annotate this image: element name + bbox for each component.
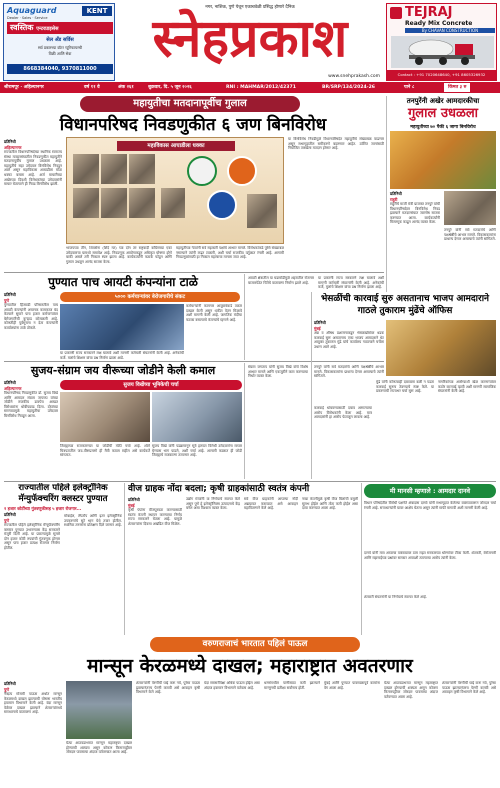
leader-photo-5 [101,188,127,218]
monsoon-col3: शेतकऱ्यांनी पेरणीची घाई करू नये, पुरेसा पाऊस झाल्यानंतरच पेरणी करावी असे आवाहन कृषी विभागाने केले आहे. [136,681,200,695]
main-col2: भाजपच्या तीन, शिवसेना (शिंदे गट) च्या दोन तर राष्ट्रवादी काँग्रेसच्या एका उमेदवाराचा यामध्ये समावेश आहे. निवडणूक आयोगाकडून अधिकृत घोषणा होणे बाकी असले तरी निकाल स्पष्ट झाला आहे. कार्यकर्त्यांनी फटाके फोडून आणि गुलाल उधळून आनंद साजरा केला. [66,246,172,264]
monsoon-dateline: पुणे [4,687,10,692]
leader-photo-6 [129,188,155,218]
right-mid-col: तनपुरे यांनी सर्व मतदारांचे आणि पक्षश्रेष्ठींचे आभार मानले. विकासकामांना प्राधान्य देणार असल्याचे त्यांनी सांगितले. [314,365,384,379]
sujay-col3: सुजय विखे यांनी पडद्यामागून सूत्रे हलवत विरोधी उमेदवारांना माघार घेण्यास भाग पाडले, अशी चर्चा आहे. आगामी काळात ही जोडी जिल्ह्याचे राजकारण ठरवणार आहे. [152,444,242,458]
leader-photo-8 [247,194,277,228]
agri-byline-text: प्रतिनिधी [128,497,140,502]
right-top-headline[interactable]: गुलाल उधळला [407,106,479,121]
agri-headline[interactable]: वीज ग्राहक नोंदा बदला; कृषी ग्राहकांसाठी स्वतंत्र कंपनी [128,484,310,494]
sujay-col2: जिल्ह्याच्या राजकारणात या जोडीची मोठी चर्चा आहे. शोले चित्रपटातील जय-वीरूप्रमाणे ही मैत्री कायम राहील असे कार्यकर्ते सांगतात. [60,444,150,458]
info-price: किंमत ३ रु [444,83,470,92]
pune-col3: या प्रकरणी राज्य सरकारने लक्ष घालावे अशी मागणी कर्मचारी संघटनांनी केली आहे. अनेकांची कर्जे, मुलांचे शिक्षण यांचा प्रश्न निर्माण झाला आहे. [60,351,184,359]
tanpure-photo [444,191,496,225]
agri-col4: नव्या कंपनीमुळे कृषी वीज बिलांची वसुली सुलभ होईल आणि तोटा कमी होईल असा दावा करण्यात आला आहे. [302,497,358,511]
bjp-byline-text: प्रतिनिधी [314,320,326,325]
info-postal: BR/SRP/134/2024-26 [322,85,375,90]
pune-byline-text: प्रतिनिधी [4,292,16,297]
masthead-title: स्नेहप्रकाश [152,9,348,69]
monsoon-col8: शेतकऱ्यांनी पेरणीची घाई करू नये, पुरेसा पाऊस झाल्यानंतरच पेरणी करावी असे आवाहन कृषी विभागाने केले आहे. [442,681,496,695]
ad-left-tagline: Dealer · Sales · Service [7,16,48,20]
bjp-col4: नागरिकांच्या आरोग्याशी खेळ करणाऱ्यांवर कठोर कारवाई व्हावी अशी मागणी सामाजिक संघटनांनी केली आहे. [438,380,496,394]
bjp-dateline: मुंबई [314,326,321,331]
ad-right-tag1: Ready Mix Concrete [405,20,473,27]
party-symbol-clock-icon [207,190,237,220]
monsoon-photo [66,681,132,739]
sangram-photo [152,392,242,442]
cluster-col2: मोबाईल, लॅपटॉप आणि इतर इलेक्ट्रॉनिक उपकरणांचे सुटे भाग येथे तयार होतील. स्थानिक तरुणांना प्रशिक्षण दिले जाणार आहे. [64,514,122,528]
cluster-headline-text: राज्यातील पहिले इलेक्ट्रॉनिक मॅन्युफॅक्चरिंग क्लस्टर पुण्यात [18,483,108,504]
main-dateline: अहिल्यानगर [4,145,22,150]
bjp-col3: मुंढे यांनी कोणत्याही दबावाला बळी न पडता कारवाई सुरूच ठेवण्याचे स्पष्ट केले. या प्रकरणाची राज्यभर चर्चा सुरू आहे. [376,380,434,394]
ad-left[interactable] [3,3,115,81]
cluster-dateline: पुणे [4,518,10,523]
monsoon-kicker: वरुणराजाचं भारतात पहिलं पाऊल [150,637,360,652]
manas-col1: विधान परिषदेतील विरोधी पक्षनेते अंबादास दानवे यांनी सभागृहात केलेल्या वक्तव्यावरून जोरदार चर्चा रंगली आहे. सत्ताधाऱ्यांनी यावर आक्षेप घेतला असून त्यांनी माफी मागावी अशी मागणी केली आहे. [364,501,496,510]
ad-right-contact: Contact : +91 7020648640, +91 8605326932 [387,70,496,80]
right-top-kicker[interactable]: तनपुरेंनी अखेर आमदारकीचा [406,97,480,105]
main-col4: या बिनविरोध निवडीमुळे विधानपरिषदेत महायुतीचे संख्याबळ वाढणार असून सभागृहातील समीकरणे बदलणार आहेत. उर्वरित जागांसाठी नियोजित तारखेला मतदान होणार आहे. [288,137,384,151]
monsoon-col5: धरणांमधील पाणीसाठा कमी झाल्याने मान्सूनची प्रतीक्षा सर्वांनाच होती. [264,681,320,690]
main-byline-text: प्रतिनिधी [4,139,16,144]
party-symbol-torch-icon [227,156,257,186]
right-top-dateline: राहुरी [390,197,398,202]
monsoon-col6: मुंबई आणि पुण्यात पावसाळापूर्व कामांना वेग आला आहे. [324,681,380,690]
ad-right-brand: TEJRAJ [405,5,453,20]
monsoon-col2: येत्या आठवडाभरात मान्सून महाराष्ट्रात दाखल होण्याची शक्यता असून कोकण किनारपट्टीवर जोरदार पावसाचा अंदाज वर्तवण्यात आला आहे. [66,741,132,755]
pune-col2: कर्मचाऱ्यांनी कामगार आयुक्तांकडे तक्रार दाखल केली असून थकीत वेतन मिळावे अशी मागणी केली आहे. जागतिक मंदीचा फटका बसल्याचे कंपन्यांचे म्हणणे आहे. [186,304,242,322]
info-pages: पाने ८ [404,85,415,90]
sujay-banner: सुजय विखेंच्या भूमिकेची चर्चा [60,380,242,390]
ad-right[interactable] [386,3,497,81]
bjp-col1: अन्न व औषध प्रशासनाकडून भेसळखोरांवर धडक कारवाई सुरू असतानाच एका भाजप आमदाराने थेट आयुक्त तुकाराम मुंढे यांचे कार्यालय गाठल्याने चर्चेला उधाण आले आहे. [314,331,384,349]
ad-left-brand2: KENT [82,6,112,16]
ad-left-phone: 8668384040, 9370811000 [7,64,113,74]
info-year: वर्ष ११ वे [84,85,100,90]
main-graphic [66,137,284,244]
pune-banner: ५००० कर्मचाऱ्यांवर बेरोजगारीचे संकट [60,292,240,302]
sujay-headline[interactable]: सुजय-संग्राम जय वीरूच्या जोडीने केली कमाल [30,364,216,377]
ad-right-tag2: By CHAVAN CONSTRUCTION [405,28,495,33]
manas-headline: मी मानसी म्हणाले : आमदार दानवे [389,487,471,495]
pune-col1: पुण्यातील हिंजवडी परिसरातील पाच आयटी कंपन्यांनी अचानक कामकाज बंद केल्याने सुमारे पाच हजार कर्मचाऱ्यांवर बेरोजगारीची कुऱ्हाड कोसळली आहे. कोणतीही पूर्वसूचना न देता कंपन्यांनी कार्यालयांना टाळे ठोकले. [4,303,58,330]
leader-photo-2 [101,154,127,184]
cluster-byline-text: प्रतिनिधी [4,512,16,517]
pune-headline[interactable]: पुण्यात पाच आयटी कंपन्यांना टाळे [48,275,198,289]
ad-left-shop-suffix: एन्टरप्राइसेस [36,26,59,32]
sujay-col1: विधानपरिषद निवडणुकीत डॉ. सुजय विखे आणि आमदार संग्राम जगताप यांच्या जोडीने राजकीय डावपेच आखत विरोधकांना धोबीपछाड दिला. दोघांच्या समन्वयामुळे महायुतीचा उमेदवार बिनविरोध निवडून आला. [4,391,58,418]
info-bar [0,82,500,93]
info-rni: RNI : MAHMAR/2012/42371 [226,85,296,90]
cluster-headline[interactable] [4,483,122,505]
info-editions: श्रीरामपूर · अहिल्यानगर [4,85,44,90]
agri-col2: उद्योग मंत्र्यांनी या निर्णयाचे स्वागत केले असून पुणे हे इलेक्ट्रॉनिक्स उत्पादनाचे केंद्र बनेल असा विश्वास व्यक्त केला. [186,497,240,511]
monsoon-col4: यंदा सरासरीपेक्षा अधिक पाऊस होईल असा अंदाज हवामान विभागाने वर्तवला आहे. [204,681,260,690]
celebration-photo [390,131,496,189]
sujay-dateline: अहिल्यानगर [4,386,22,391]
leader-photo-3 [129,154,155,184]
masthead-tagline: नगर, नाशिक, पुणे येथून एकाचवेळी प्रसिद्ध होणारे दैनिक [205,5,295,10]
sujay-photo [60,392,150,442]
cluster-subhead: २ हजार कोटींच्या गुंतवणुकीसह ५ हजार रोजगार... [4,506,82,511]
right-top-col2: तनपुरे यांनी सर्व मतदारांचे आणि पक्षश्रेष्ठींचे आभार मानले. विकासकामांना प्राधान्य देणार असल्याचे त्यांनी सांगितले. [444,228,496,242]
leader-photo-4 [73,188,99,218]
agri-col1: कृषी पंपांना वीजपुरवठा करण्यासाठी स्वतंत्र कंपनी स्थापन करण्याचा निर्णय राज्य सरकारने घेतला आहे. यामुळे शेतकऱ्यांना दिवसा अखंडित वीज मिळेल. [128,508,182,526]
info-issue: अंक २६१ [118,85,134,90]
it-office-photo [60,304,184,350]
cluster-col1: राज्यातील पहिले इलेक्ट्रॉनिक मॅन्युफॅक्चरिंग क्लस्टर पुण्यात उभारण्यास केंद्र सरकारने मंजुरी दिली आहे. या प्रकल्पामुळे सुमारे दोन हजार कोटी रुपयांची गुंतवणूक होणार असून पाच हजार प्रत्यक्ष रोजगार निर्माण होतील. [4,523,60,550]
main-kicker: महायुतीचा मतदानापूर्वीच गुलाल [80,96,300,112]
main-headline[interactable]: विधानपरिषद निवडणुकीत ६ जण बिनविरोध [59,115,327,135]
main-col1: राज्यातील विधानपरिषदेच्या स्थानिक स्वराज्य संस्था मतदारसंघातील निवडणुकीत महायुतीने मतदानापूर्वीच गुलाल उधळला आहे. महायुतीचे सहा उमेदवार बिनविरोध निवडून आले असून महाविकास आघाडीला मोठा धक्का बसला आहे. अर्ज माघारीच्या अखेरच्या दिवशी विरोधकांच्या उमेदवारांनी माघार घेतल्याने ही निवड बिनविरोध झाली. [4,150,62,187]
right-top-subhead: महायुतीच्या ७० पैकी ६ जागा बिनविरोध [410,125,476,130]
info-date: शुक्रवार, दि. ५ जून २०२६ [148,85,192,90]
agri-dateline: मुंबई [128,503,135,508]
pune-col4: आयटी क्षेत्रातील या घडामोडीमुळे शहरातील रोजगार बाजारपेठेत चिंतेचे वातावरण निर्माण झाले आहे. [248,276,314,285]
party-symbol-hand-icon [187,156,217,186]
bjp-headline[interactable] [314,293,496,317]
pune-col4b: या प्रकरणी राज्य सरकारने लक्ष घालावे अशी मागणी कर्मचारी संघटनांनी केली आहे. अनेकांची कर्जे, मुलांचे शिक्षण यांचा प्रश्न निर्माण झाला आहे. [318,276,384,290]
mundhe-photo [386,320,496,376]
masthead-website[interactable]: www.snehprakash.com [328,74,380,79]
main-graphic-label: महाविकास आघाडीला धक्का [117,141,235,151]
manas-headline-box[interactable] [364,484,496,498]
manas-col3: शेतकरी संघटनांनी या निर्णयाचे स्वागत केले आहे. [364,595,427,599]
concrete-truck-icon [391,36,494,68]
sujay-byline-text: प्रतिनिधी [4,380,16,385]
pune-dateline: पुणे [4,298,10,303]
manas-col2: दानवे यांनी मात्र आपल्या वक्तव्यावर ठाम राहत सरकारच्या धोरणांवर टीका केली. शेतकरी, बेरोजगारी आणि महागाईच्या प्रश्नांवर सरकार अपयशी ठरल्याचा आरोप त्यांनी केला. [364,551,496,560]
right-top-byline-text: प्रतिनिधी [390,191,402,196]
sujay-col4: संग्राम जगताप यांनी सुजय विखे यांचे विशेष आभार मानले आणि एकजुटीने काम करण्याचा निर्धार व्यक्त केला. [248,365,308,379]
ad-left-line2: सर्व प्रकारच्या वॉटर प्युरिफायरची [37,45,83,50]
right-top-col1: राहुरीचे माजी मंत्री प्राजक्त तनपुरे यांची विधानपरिषदेवर बिनविरोध निवड झाल्याने मतदारसंघात जल्लोष साजरा करण्यात आला. कार्यकर्त्यांनी मिरवणूक काढून आनंद व्यक्त केला. [390,202,440,225]
leader-photo-1 [73,154,99,184]
ad-right-logo-icon [390,7,402,19]
ad-left-line3: विक्री आणि सेवा [48,51,72,56]
monsoon-byline-text: प्रतिनिधी [4,681,16,686]
monsoon-headline[interactable]: मान्सून केरळमध्ये दाखल; महाराष्ट्रात अवतरणार [87,655,413,677]
ad-left-shop [7,22,113,34]
agri-col3: सर्व वीज ग्राहकांनी आपल्या नोंदी अद्ययावत कराव्यात असे आवाहन महावितरणने केले आहे. [244,497,298,511]
bjp-col2: कारवाई थांबवण्यासाठी दबाव आणल्याचा आरोप विरोधकांनी केला आहे. मात्र आमदारांनी हा आरोप फेटाळून लावला आहे. [314,406,372,420]
main-col3: महायुतीच्या नेत्यांनी सर्व सहकारी पक्षांचे आभार मानले. विरोधकांकडे पुरेसे संख्याबळ नसल्याने त्यांनी लढत टाळली, अशी चर्चा राजकीय वर्तुळात रंगली आहे. आगामी निवडणुकांसाठी हा निकाल महत्त्वाचा मानला जात आहे. [176,246,284,260]
ad-left-brand: Aquaguard [7,6,57,15]
ad-left-line1: सेल अँड सर्विस [46,37,74,43]
bjp-headline-text: भेसळींची कारवाई सुरु असतानाच भाजप आमदाराने गाठले तुकाराम मुंढेंचे ऑफिस [320,294,490,316]
ad-left-shop-name: स्वस्तिक [10,23,34,32]
monsoon-col1: नैऋत्य मोसमी पाऊस अर्थात मान्सून केरळमध्ये दाखल झाल्याची घोषणा भारतीय हवामान विभागाने केली आहे. यंदा मान्सून वेळेवर दाखल झाल्याने शेतकऱ्यांमध्ये समाधानाचे वातावरण आहे. [4,692,62,715]
leader-photo-7 [161,188,185,218]
monsoon-col7: येत्या आठवडाभरात मान्सून महाराष्ट्रात दाखल होण्याची शक्यता असून कोकण किनारपट्टीवर जोरदार पावसाचा अंदाज वर्तवण्यात आला आहे. [384,681,438,699]
